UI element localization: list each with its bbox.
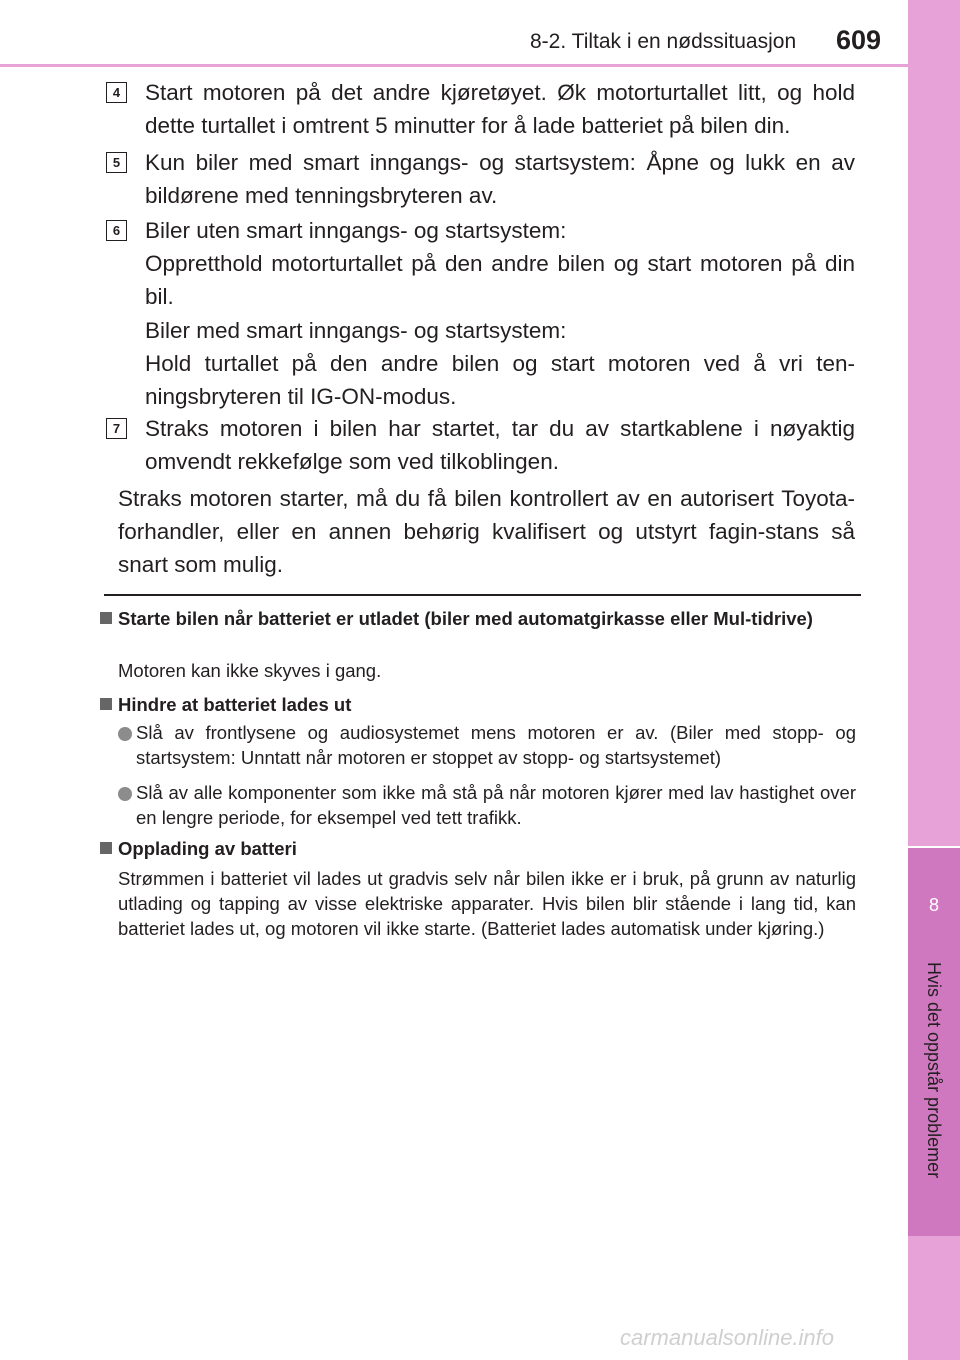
note-heading: Starte bilen når batteriet er utladet (biler med automatgirkasse eller Mul-tidrive) xyxy=(100,606,856,631)
closing-paragraph: Straks motoren starter, må du få bilen kontrollert av en autorisert Toyota-forhandler, eller en annen behørig kvalifisert og utstyrt fagin-stans så snart som mulig. xyxy=(118,486,855,577)
step-number-badge: 7 xyxy=(106,418,127,439)
step-number-badge: 5 xyxy=(106,152,127,173)
step-number-badge: 4 xyxy=(106,82,127,103)
note-heading: Opplading av batteri xyxy=(100,836,856,861)
step-text: Straks motoren i bilen har startet, tar du av startkablene i nøyaktig omvendt rekkefølge som ved tilkoblingen. xyxy=(145,416,855,474)
step-extra-text: Biler med smart inngangs- og startsystem: Hold turtallet på den andre bilen og start motoren ved å vri ten-ningsbryteren til IG-ON-modus. xyxy=(145,318,855,409)
round-bullet-icon xyxy=(118,787,132,801)
bullet-text: Slå av alle komponenter som ikke må stå på når motoren kjører med lav hastighet over en lengre periode, for eksempel ved tett trafikk. xyxy=(136,782,856,828)
chapter-label: Hvis det oppstår problemer xyxy=(924,962,944,1179)
step-text: Biler uten smart inngangs- og startsystem: Oppretthold motorturtallet på den andre bilen og start motoren på din bil. xyxy=(145,218,855,309)
note-heading: Hindre at batteriet lades ut xyxy=(100,692,856,717)
page-number: 609 xyxy=(836,25,882,55)
step-text: Kun biler med smart inngangs- og startsystem: Åpne og lukk en av bildørene med tenningsbryteren av. xyxy=(145,150,855,208)
side-tab-divider xyxy=(908,846,960,848)
step-number-badge: 6 xyxy=(106,220,127,241)
step-text: Start motoren på det andre kjøretøyet. Øk motorturtallet litt, og hold dette turtallet i omtrent 5 minutter for å lade batteriet på bilen din. xyxy=(145,80,855,138)
round-bullet-icon xyxy=(118,727,132,741)
note-text: Motoren kan ikke skyves i gang. xyxy=(118,660,382,681)
square-bullet-icon xyxy=(100,612,112,624)
header-divider xyxy=(0,64,908,67)
chapter-number: 8 xyxy=(928,895,939,915)
square-bullet-icon xyxy=(100,842,112,854)
section-title: 8-2. Tiltak i en nødssituasjon xyxy=(530,30,797,53)
bullet-text: Slå av frontlysene og audiosystemet mens motoren er av. (Biler med stopp- og startsystem: Unntatt når motoren er stoppet av stopp- og startsystemet) xyxy=(136,722,856,768)
square-bullet-icon xyxy=(100,698,112,710)
section-divider xyxy=(104,594,861,596)
note-text: Strømmen i batteriet vil lades ut gradvis selv når bilen ikke er i bruk, på grunn av naturlig utlading og tapping av visse elektriske apparater. Hvis bilen blir stående i lang tid, kan batteriet lades ut, og motoren vil ikke starte. (Batteriet lades automatisk under kjøring.) xyxy=(118,868,856,939)
watermark: carmanualsonline.info xyxy=(620,1325,835,1350)
